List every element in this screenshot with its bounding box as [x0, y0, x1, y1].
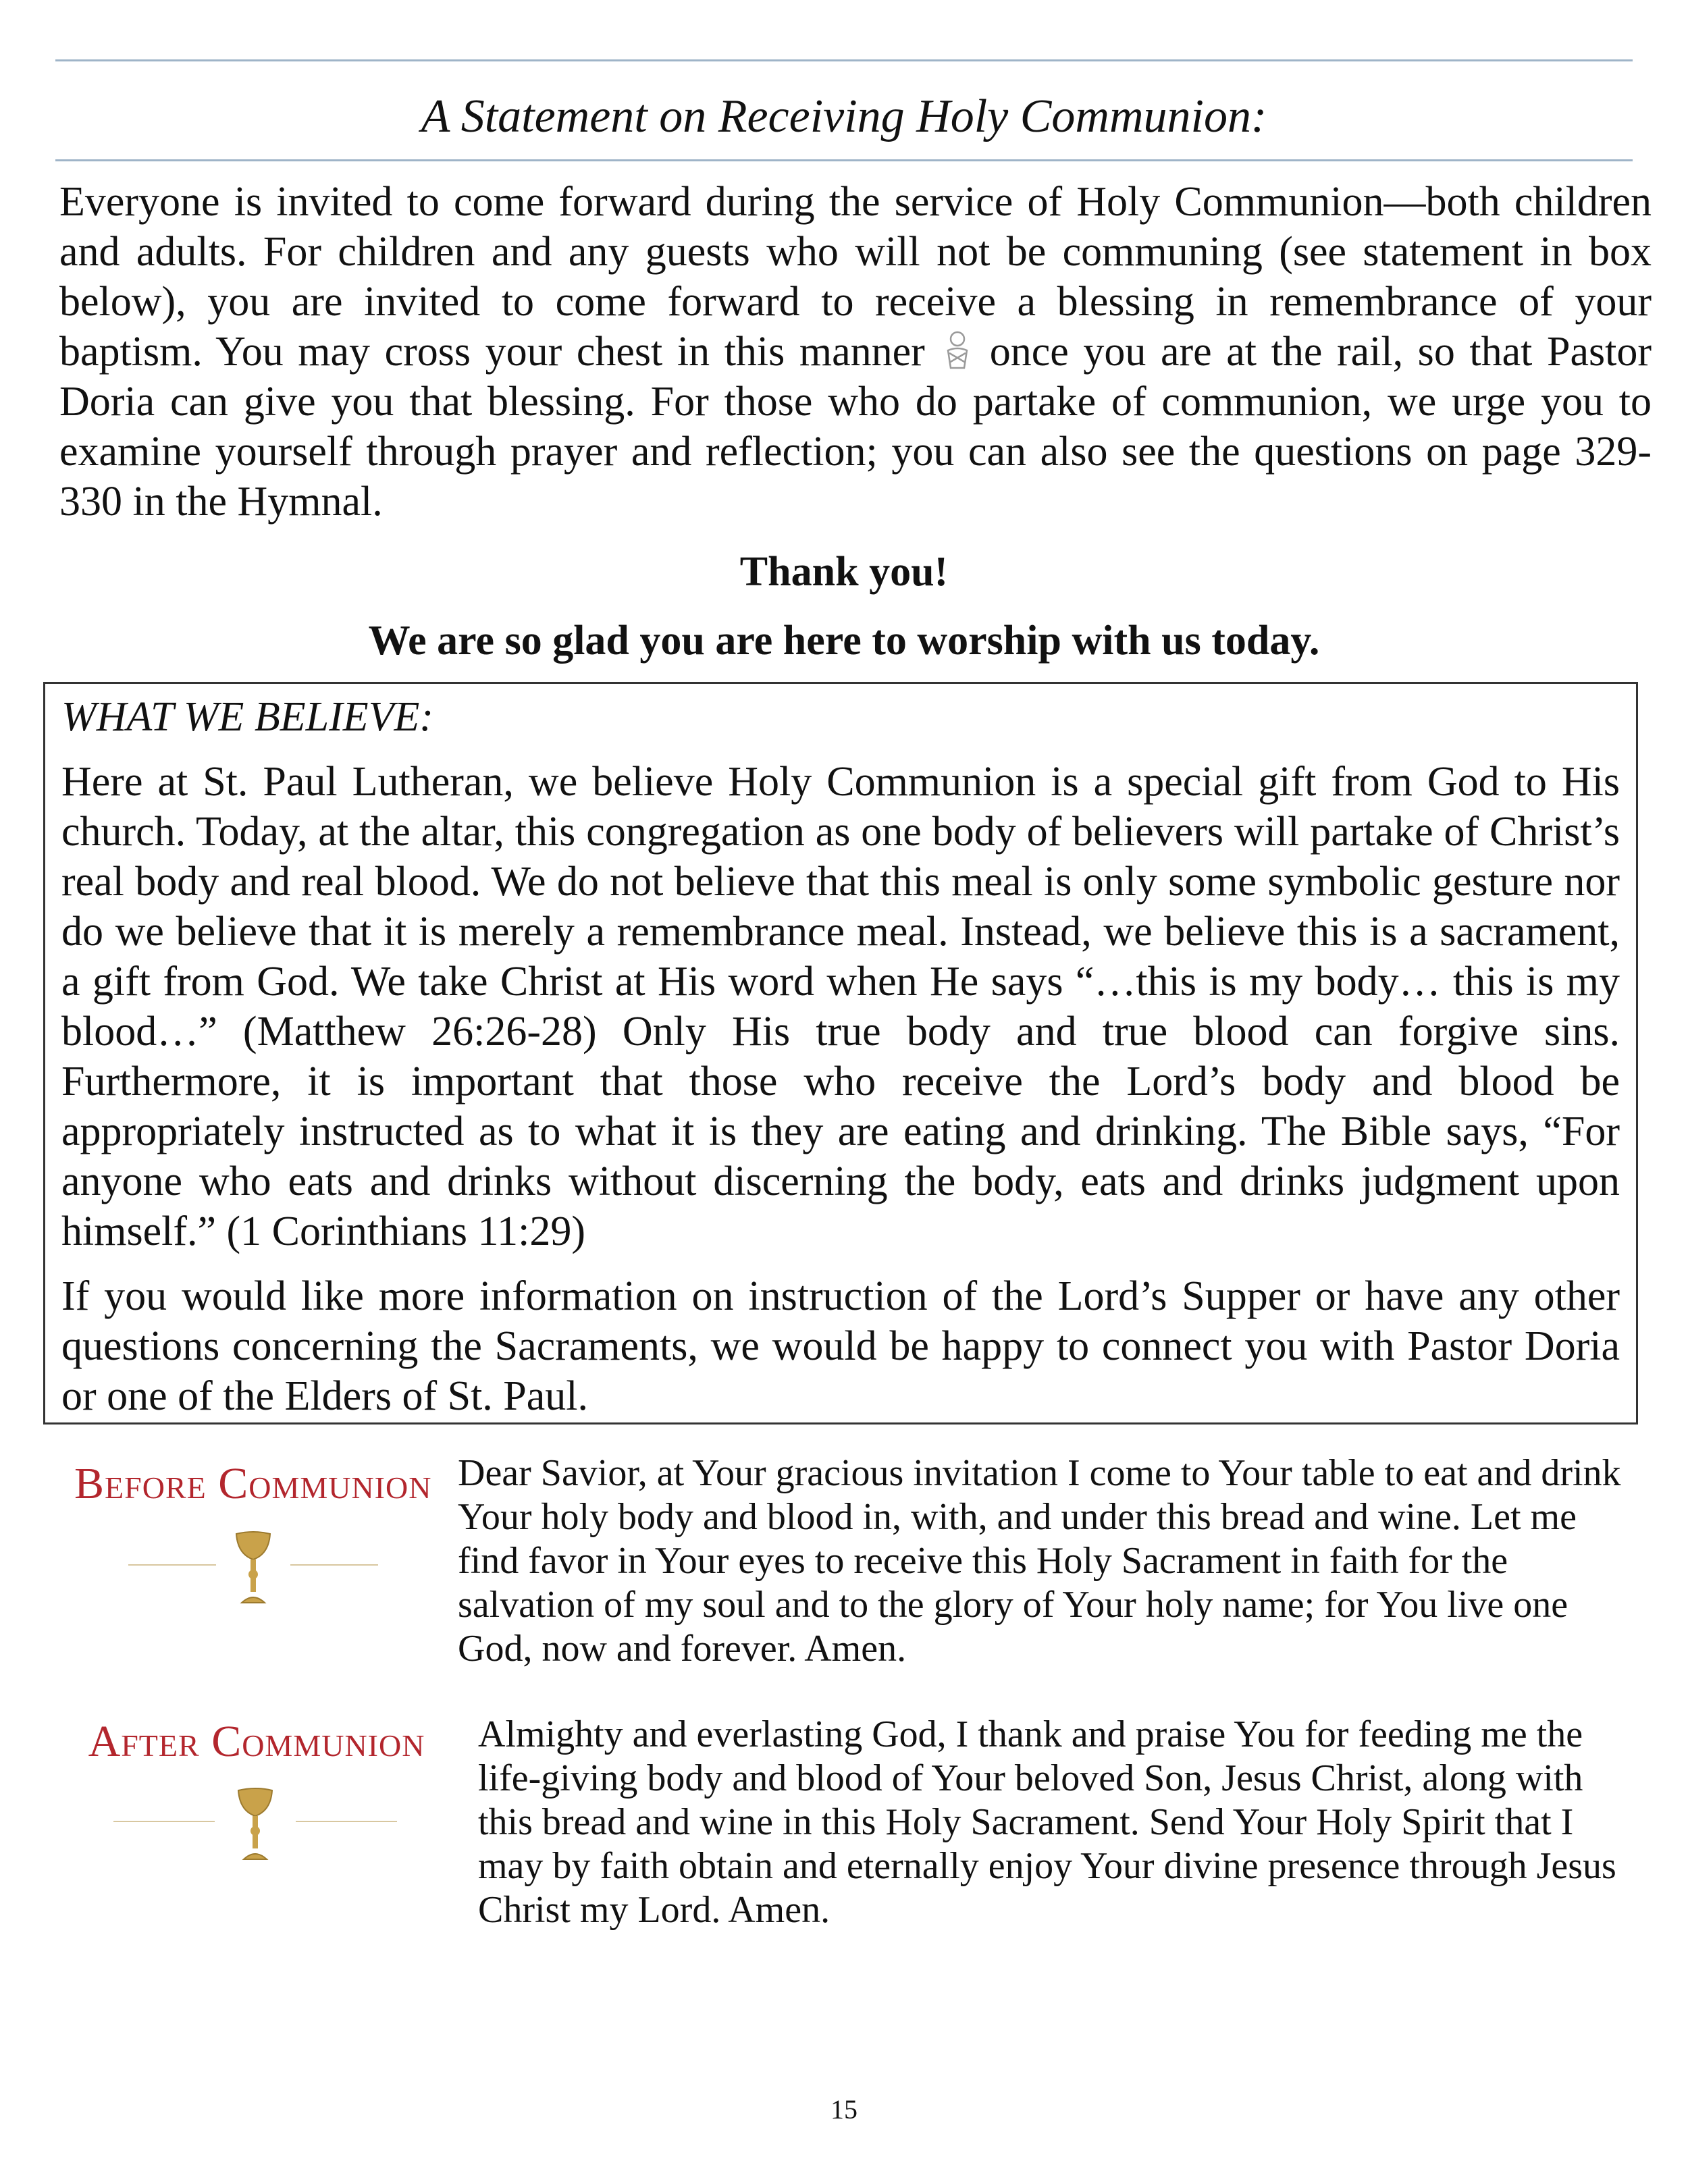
believe-heading: WHAT WE BELIEVE: [61, 694, 434, 740]
thank-you-line: Thank you! [739, 549, 949, 595]
welcome-line: We are so glad you are here to worship with us today. [368, 618, 1320, 664]
chalice-icon [113, 1784, 397, 1868]
intro-text-after: once you are at the rail, so that Pastor Doria can give you that blessing. For those who do partake of communion, we urge you to examine yourself through prayer and reflection; you can also see the questions on page 329-330 in the Hymnal. [59, 329, 1652, 525]
after-communion-prayer: Almighty and everlasting God, I thank and praise You for feeding me the life-giving body and blood of Your beloved Son, Jesus Christ, along with this bread and wine in this Holy Sacrament. Send Your Holy Spirit that I may by faith obtain and eternally enjoy Your divine presence through Jesus Christ my Lord. Amen. [478, 1713, 1616, 1931]
crossed-arms-figure-icon [937, 330, 978, 371]
after-communion-label: After Communion [88, 1717, 425, 1766]
intro-paragraph [59, 177, 1652, 527]
what-we-believe-box [43, 682, 1638, 1424]
before-communion-prayer: Dear Savior, at Your gracious invitation I come to Your table to eat and drink Your holy body and blood in, with, and under this bread and wine. Let me find favor in Your eyes to receive this Holy Sacrament in faith for the salvation of my soul and to the glory of Your holy name; for You live one God, now and forever. Amen. [458, 1452, 1621, 1670]
top-divider [55, 59, 1633, 61]
page-title: A Statement on Receiving Holy Communion: [421, 90, 1267, 142]
believe-paragraph-1: Here at St. Paul Lutheran, we believe Holy Communion is a special gift from God to His church. Today, at the altar, this congregation as one body of believers will partake of Christ’s real body and real blood. We do not believe that this meal is only some symbolic gesture nor do we believe that it is merely a remembrance meal. Instead, we believe this is a sacrament, a gift from God. We take Christ at His word when He says “…this is my body… this is my blood…” (Matthew 26:26-28) Only His true body and true blood can forgive sins. Furthermore, it is important that those who receive the Lord’s body and blood be appropriately instructed as to what it is they are eating and drinking. The Bible says, “For anyone who eats and drinks without discerning the body, eats and drinks judgment upon himself.” (1 Corinthians 11:29) [61, 759, 1620, 1254]
page-number: 15 [830, 2094, 858, 2125]
intro-text-before: Everyone is invited to come forward during the service of Holy Communion—both children and adults. For children and any guests who will not be communing (see statement in box below), you are invited to come forward to receive a blessing in remembrance of your baptism. You may cross your chest in this manner [59, 179, 1652, 375]
chalice-icon [128, 1527, 378, 1612]
title-divider [55, 159, 1633, 161]
believe-paragraph-2: If you would like more information on instruction of the Lord’s Supper or have any other questions concerning the Sacraments, we would be happy to connect you with Pastor Doria or one of the Elders of St. Paul. [61, 1273, 1620, 1419]
before-communion-label: Before Communion [74, 1459, 432, 1508]
